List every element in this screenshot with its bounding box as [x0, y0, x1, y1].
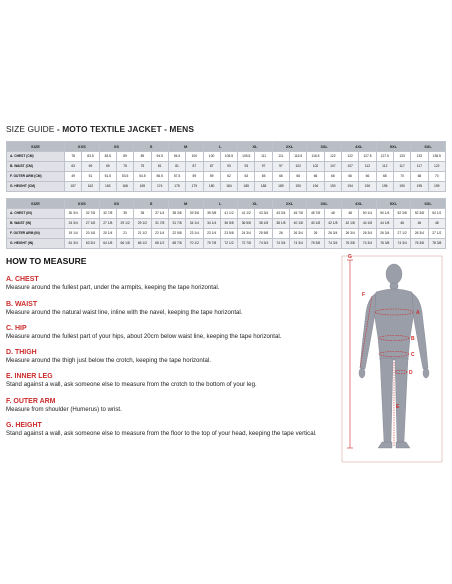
table-cell: 72 1/2: [220, 239, 237, 249]
table-cell: 97: [272, 162, 289, 172]
table-cell: 26: [307, 229, 324, 239]
table-cell: 105.5: [238, 152, 255, 162]
table-cell: 138.5: [428, 152, 445, 162]
table-cell: 36 5/8: [220, 219, 237, 229]
table-cell: 59: [186, 172, 203, 182]
table-cell: 89: [116, 152, 133, 162]
table-cell: 122: [324, 152, 341, 162]
size-header-6xl: 6XL: [411, 142, 446, 152]
table-row: [7, 172, 446, 182]
table-cell: 133: [393, 152, 410, 162]
table-cell: 43 3/4: [255, 209, 272, 219]
table-row: [7, 152, 446, 162]
table-cell: 117: [411, 162, 428, 172]
table-cell: 24 3/4: [65, 219, 82, 229]
row-label: G. HEIGHT (IN): [7, 239, 65, 249]
table-cell: 66: [290, 172, 307, 182]
measure-description: Measure around the thigh just below the crotch, keeping the tape horizontal.: [6, 357, 211, 364]
table-cell: 54.5: [134, 172, 151, 182]
table-cell: 50 1/4: [359, 209, 376, 219]
table-cell: 46: [393, 219, 410, 229]
table-cell: 127.5: [359, 152, 376, 162]
table-cell: 97: [255, 162, 272, 172]
table-cell: 89: [134, 152, 151, 162]
table-cell: 133: [411, 152, 428, 162]
table-cell: 74 3/4: [393, 239, 410, 249]
table-cell: 52 3/8: [411, 209, 428, 219]
table-cell: 20 1/4: [99, 229, 116, 239]
page-title: SIZE GUIDE - MOTO TEXTILE JACKET - MENS: [6, 124, 195, 134]
measure-description: Measure around the fullest part of your hips, about 20cm below waist line, keeping the tape horizontal.: [6, 333, 282, 340]
table-cell: 39 3/8: [186, 209, 203, 219]
table-cell: 111: [272, 152, 289, 162]
table-cell: 68 7/8: [168, 239, 185, 249]
table-cell: 27 1/2: [428, 229, 445, 239]
table-cell: 34 1/4: [186, 219, 203, 229]
measure-item: [6, 397, 122, 414]
table-cell: 26 3/4: [359, 229, 376, 239]
size-header-xxs: XXS: [65, 142, 100, 152]
table-cell: 63: [65, 162, 82, 172]
size-header-3xl: 3XL: [307, 199, 342, 209]
table-cell: 43 3/4: [272, 209, 289, 219]
table-cell: 25 5/8: [255, 229, 272, 239]
size-header-2xl: 2XL: [272, 199, 307, 209]
measure-title: A. CHEST: [6, 276, 39, 283]
size-table-in: [6, 198, 446, 249]
row-label: A. CHEST (CM): [7, 152, 65, 162]
table-cell: 190: [324, 182, 341, 192]
table-cell: 51: [82, 172, 99, 182]
size-header-xxs: XXS: [65, 199, 100, 209]
table-cell: 44 1/8: [376, 219, 393, 229]
table-cell: 35: [116, 209, 133, 219]
table-row: [7, 182, 446, 192]
size-header-l: L: [203, 142, 238, 152]
table-cell: 26: [272, 229, 289, 239]
label-a: A: [416, 310, 420, 316]
table-cell: 64 1/8: [99, 239, 116, 249]
table-cell: 53.5: [116, 172, 133, 182]
size-header-5xl: 5XL: [376, 142, 411, 152]
table-row: [7, 209, 446, 219]
table-cell: 100: [186, 152, 203, 162]
table-cell: 36 5/8: [238, 219, 255, 229]
row-label: B. WAIST (CM): [7, 162, 65, 172]
table-cell: 116.5: [290, 152, 307, 162]
table-cell: 44 1/8: [359, 219, 376, 229]
size-header-m: M: [168, 142, 203, 152]
table-cell: 32 7/8: [82, 209, 99, 219]
measure-item: [6, 324, 281, 341]
table-cell: 23 5/8: [220, 229, 237, 239]
table-cell: 107: [342, 162, 359, 172]
size-header-5xl: 5XL: [376, 199, 411, 209]
table-cell: 26 3/4: [376, 229, 393, 239]
how-to-measure-heading: HOW TO MEASURE: [6, 256, 87, 266]
table-cell: 38 1/8: [272, 219, 289, 229]
row-label: G. HEIGHT (CM): [7, 182, 65, 192]
table-cell: 70: [393, 172, 410, 182]
table-cell: 76 3/8: [307, 239, 324, 249]
table-cell: 29 1/2: [116, 219, 133, 229]
table-cell: 93: [220, 162, 237, 172]
table-cell: 66: [324, 172, 341, 182]
table-cell: 70 7/8: [203, 239, 220, 249]
measure-description: Measure around the natural waist line, inline with the navel, keeping the tape horizontal.: [6, 309, 243, 316]
table-cell: 194: [307, 182, 324, 192]
table-cell: 68: [376, 172, 393, 182]
table-cell: 74 3/4: [324, 239, 341, 249]
table-cell: 195: [411, 182, 428, 192]
table-cell: 66 1/2: [134, 239, 151, 249]
label-d: D: [409, 370, 413, 376]
table-cell: 112: [359, 162, 376, 172]
table-cell: 61 3/4: [65, 239, 82, 249]
table-cell: 184: [220, 182, 237, 192]
table-cell: 107: [324, 162, 341, 172]
table-cell: 75: [134, 162, 151, 172]
table-cell: 38 1/8: [255, 219, 272, 229]
table-cell: 23 1/4: [186, 229, 203, 239]
table-cell: 168: [116, 182, 133, 192]
table-cell: 81: [168, 162, 185, 172]
table-cell: 195: [376, 182, 393, 192]
table-cell: 157: [65, 182, 82, 192]
table-cell: 27 1/8: [99, 219, 116, 229]
size-header-xs: XS: [99, 199, 134, 209]
table-cell: 81: [151, 162, 168, 172]
table-cell: 20 1/8: [82, 229, 99, 239]
size-header-3xl: 3XL: [307, 142, 342, 152]
table-cell: 127.5: [376, 152, 393, 162]
size-header-xl: XL: [238, 142, 273, 152]
table-cell: 78 3/8: [428, 239, 445, 249]
measure-title: C. HIP: [6, 325, 27, 332]
label-g: G: [348, 254, 352, 260]
size-header-s: S: [134, 199, 169, 209]
table-cell: 45 7/8: [307, 209, 324, 219]
table-cell: 57.5: [168, 172, 185, 182]
table-cell: 122: [342, 152, 359, 162]
table-cell: 68: [411, 172, 428, 182]
table-cell: 26 3/4: [411, 229, 428, 239]
table-cell: 21 1/2: [134, 229, 151, 239]
table-cell: 190: [393, 182, 410, 192]
table-cell: 26 3/4: [342, 229, 359, 239]
table-cell: 42 1/8: [342, 219, 359, 229]
measure-item: [6, 275, 219, 292]
table-cell: 83.5: [82, 152, 99, 162]
table-cell: 94.5: [168, 152, 185, 162]
table-cell: 63 3/4: [82, 239, 99, 249]
table-row: [7, 162, 446, 172]
table-cell: 66: [272, 172, 289, 182]
table-cell: 32 7/8: [99, 209, 116, 219]
measure-description: Stand against a wall, ask someone else to measure from the floor to the top of your head, keeping the tape vertical.: [6, 430, 317, 437]
table-cell: 163: [99, 182, 116, 192]
table-cell: 39 3/8: [203, 209, 220, 219]
size-header-xs: XS: [99, 142, 134, 152]
label-b: B: [411, 336, 415, 342]
table-cell: 31 7/8: [168, 219, 185, 229]
table-cell: 74 3/4: [272, 239, 289, 249]
table-cell: 19 1/4: [65, 229, 82, 239]
body-measurement-figure: [338, 250, 444, 466]
table-cell: 122: [428, 162, 445, 172]
table-cell: 70: [428, 172, 445, 182]
table-cell: 190: [290, 182, 307, 192]
size-header-s: S: [134, 142, 169, 152]
table-cell: 65: [255, 172, 272, 182]
table-cell: 72 7/8: [238, 239, 255, 249]
measure-title: G. HEIGHT: [6, 422, 42, 429]
table-cell: 40 1/8: [307, 219, 324, 229]
table-cell: 27 1/2: [393, 229, 410, 239]
table-cell: 48: [428, 219, 445, 229]
table-cell: 87: [203, 162, 220, 172]
table-cell: 26 3/4: [290, 229, 307, 239]
table-cell: 40 1/8: [290, 219, 307, 229]
table-cell: 69: [99, 162, 116, 172]
table-cell: 26 3/4: [324, 229, 341, 239]
table-cell: 76 3/8: [411, 239, 428, 249]
table-cell: 199: [428, 182, 445, 192]
size-header-m: M: [168, 199, 203, 209]
label-c: C: [411, 352, 415, 358]
table-cell: 116.5: [307, 152, 324, 162]
table-cell: 76 3/8: [342, 239, 359, 249]
table-cell: 52 3/8: [393, 209, 410, 219]
size-header-6xl: 6XL: [411, 199, 446, 209]
table-cell: 190: [359, 182, 376, 192]
table-cell: 93: [238, 162, 255, 172]
table-cell: 78: [65, 152, 82, 162]
table-cell: 66: [359, 172, 376, 182]
table-cell: 48: [324, 209, 341, 219]
table-cell: 21: [116, 229, 133, 239]
table-cell: 87: [186, 162, 203, 172]
table-cell: 102: [307, 162, 324, 172]
size-header-l: L: [203, 199, 238, 209]
table-row: [7, 219, 446, 229]
table-cell: 62: [220, 172, 237, 182]
measure-item: [6, 300, 242, 317]
row-label: A. CHEST (IN): [7, 209, 65, 219]
table-cell: 117: [393, 162, 410, 172]
table-cell: 46: [411, 219, 428, 229]
table-cell: 94.5: [151, 152, 168, 162]
table-cell: 75: [116, 162, 133, 172]
table-cell: 27 1/8: [82, 219, 99, 229]
table-cell: 49: [65, 172, 82, 182]
table-row: [7, 229, 446, 239]
table-cell: 48: [342, 209, 359, 219]
table-cell: 185: [238, 182, 255, 192]
table-cell: 42 1/8: [324, 219, 341, 229]
size-header-4xl: 4XL: [342, 199, 377, 209]
table-cell: 66: [342, 172, 359, 182]
size-table-cm: [6, 141, 446, 192]
table-cell: 194: [342, 182, 359, 192]
table-cell: 174: [151, 182, 168, 192]
table-cell: 180: [203, 182, 220, 192]
size-header-row: [7, 142, 446, 152]
measure-title: D. THIGH: [6, 349, 37, 356]
table-cell: 100: [203, 152, 220, 162]
row-label: F. OUTER ARM (CM): [7, 172, 65, 182]
size-header-xl: XL: [238, 199, 273, 209]
table-cell: 54 1/2: [428, 209, 445, 219]
table-cell: 68 1/2: [151, 239, 168, 249]
table-cell: 112: [376, 162, 393, 172]
size-header-4xl: 4XL: [342, 142, 377, 152]
table-cell: 56.5: [151, 172, 168, 182]
table-cell: 29 1/2: [134, 219, 151, 229]
table-cell: 66: [307, 172, 324, 182]
table-cell: 76 3/8: [376, 239, 393, 249]
row-label: F. OUTER ARM (IN): [7, 229, 65, 239]
table-cell: 38 3/8: [168, 209, 185, 219]
table-cell: 41 1/2: [238, 209, 255, 219]
table-cell: 22 5/8: [168, 229, 185, 239]
table-cell: 175: [168, 182, 185, 192]
table-cell: 37 1/4: [151, 209, 168, 219]
table-cell: 34 1/4: [203, 219, 220, 229]
table-cell: 105.5: [220, 152, 237, 162]
table-cell: 30 3/4: [65, 209, 82, 219]
measure-description: Stand against a wall, ask someone else to measure from the crotch to the bottom of your leg.: [6, 381, 257, 388]
table-cell: 63: [238, 172, 255, 182]
table-cell: 45 7/8: [290, 209, 307, 219]
table-cell: 24 3/4: [238, 229, 255, 239]
table-cell: 189: [272, 182, 289, 192]
table-cell: 169: [134, 182, 151, 192]
measure-item: [6, 421, 317, 438]
table-cell: 69: [82, 162, 99, 172]
measure-title: B. WAIST: [6, 301, 38, 308]
table-cell: 162: [82, 182, 99, 192]
table-cell: 70 1/2: [186, 239, 203, 249]
table-cell: 35: [134, 209, 151, 219]
table-cell: 179: [186, 182, 203, 192]
table-cell: 23 1/4: [203, 229, 220, 239]
table-cell: 74 3/4: [359, 239, 376, 249]
table-cell: 188: [255, 182, 272, 192]
size-header-row: [7, 199, 446, 209]
table-cell: 41 1/2: [220, 209, 237, 219]
table-cell: 22 1/4: [151, 229, 168, 239]
measure-description: Measure from shoulder (Humerus) to wrist.: [6, 406, 122, 413]
table-cell: 111: [255, 152, 272, 162]
label-f: F: [362, 292, 366, 298]
row-label: B. WAIST (IN): [7, 219, 65, 229]
table-cell: 31 7/8: [151, 219, 168, 229]
table-cell: 50 1/4: [376, 209, 393, 219]
table-cell: 74 3/4: [290, 239, 307, 249]
size-header-label: SIZE: [7, 199, 65, 209]
measure-title: F. OUTER ARM: [6, 398, 56, 405]
table-cell: 66 1/8: [116, 239, 133, 249]
measure-title: E. INNER LEG: [6, 373, 53, 380]
measure-description: Measure around the fullest part, under the armpits, keeping the tape horizontal.: [6, 284, 220, 291]
size-header-2xl: 2XL: [272, 142, 307, 152]
table-cell: 74 3/4: [255, 239, 272, 249]
table-row: [7, 239, 446, 249]
label-e: E: [396, 404, 400, 410]
table-cell: 51.5: [99, 172, 116, 182]
table-cell: 83.5: [99, 152, 116, 162]
measure-item: [6, 348, 211, 365]
table-cell: 102: [290, 162, 307, 172]
measure-item: [6, 372, 257, 389]
table-cell: 59: [203, 172, 220, 182]
size-header-label: SIZE: [7, 142, 65, 152]
